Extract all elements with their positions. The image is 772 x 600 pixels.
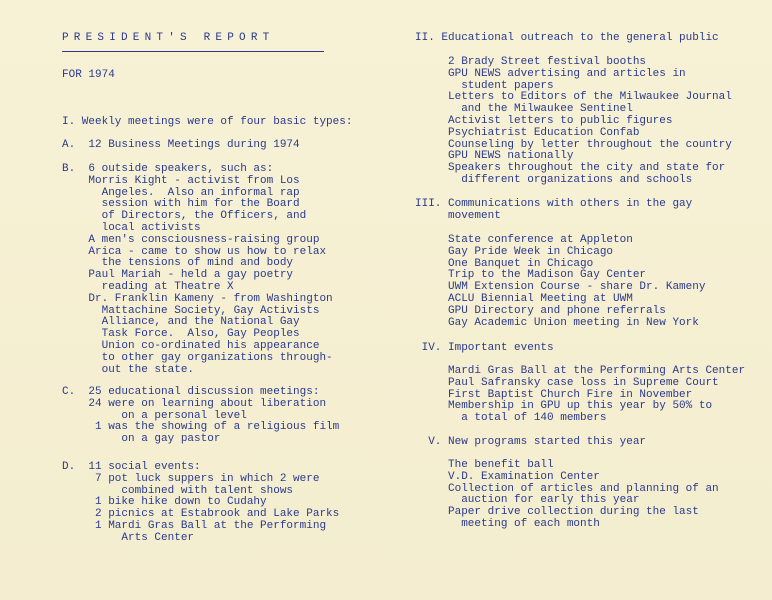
text-line: Dr. Franklin Kameny - from Washington: [62, 292, 333, 305]
text-line: of Directors, the Officers, and: [62, 210, 307, 223]
text-line: GPU NEWS advertising and articles in: [415, 67, 686, 80]
text-line: 1 was the showing of a religious film: [62, 421, 340, 434]
text-line: 24 were on learning about liberation: [62, 397, 327, 410]
text-line: Morris Kight - activist from Los: [62, 174, 300, 187]
text-line: Paul Safransky case loss in Supreme Court: [415, 376, 719, 389]
text-line: The benefit ball: [415, 459, 554, 471]
text-line: UWM Extension Course - share Dr. Kameny: [415, 281, 706, 294]
text-line: ACLU Biennial Meeting at UWM: [415, 293, 633, 305]
text-line: First Baptist Church Fire in November: [415, 388, 693, 401]
text-line: Gay Academic Union meeting in New York: [415, 316, 699, 329]
text-line: III. Communications with others in the gay: [415, 198, 693, 210]
text-line: and the Milwaukee Sentinel: [415, 103, 633, 116]
text-line: student papers: [415, 79, 554, 92]
section-4-heading: IV. Important events: [415, 342, 554, 354]
text-line: Arica - came to show us how to relax: [62, 245, 327, 258]
text-line: meeting of each month: [415, 518, 600, 530]
text-line: C. 25 educational discussion meetings:: [62, 386, 320, 398]
text-line: B. 6 outside speakers, such as:: [62, 163, 274, 175]
report-year: FOR 1974: [62, 69, 115, 81]
section-1-heading: I. Weekly meetings were of four basic types:: [62, 116, 353, 128]
text-line: Angeles. Also an informal rap: [62, 186, 300, 199]
text-line: A men's consciousness-raising group: [62, 233, 320, 246]
text-line: Arts Center: [62, 531, 195, 544]
text-line: 2 picnics at Estabrook and Lake Parks: [62, 508, 340, 521]
text-line: Alliance, and the National Gay: [62, 316, 300, 329]
text-line: State conference at Appleton: [415, 234, 633, 246]
report-title: PRESIDENT'S REPORT: [62, 32, 275, 44]
text-line: Psychiatrist Education Confab: [415, 126, 640, 139]
text-line: different organizations and schools: [415, 174, 693, 186]
text-line: combined with talent shows: [62, 484, 294, 497]
text-line: Trip to the Madison Gay Center: [415, 269, 647, 282]
text-line: Paul Mariah - held a gay poetry: [62, 269, 294, 282]
text-line: reading at Theatre X: [62, 281, 234, 293]
text-line: on a gay pastor: [62, 433, 221, 446]
text-line: Mattachine Society, Gay Activists: [62, 304, 320, 317]
title-underline: [62, 51, 324, 52]
text-line: Activist letters to public figures: [415, 115, 673, 127]
text-line: Counseling by letter throughout the country: [415, 138, 732, 151]
text-line: Speakers throughout the city and state for: [415, 162, 726, 175]
text-line: out the state.: [62, 363, 195, 376]
text-line: 1 bike hike down to Cudahy: [62, 496, 267, 509]
text-line: 7 pot luck suppers in which 2 were: [62, 472, 320, 485]
text-line: GPU NEWS nationally: [415, 150, 574, 163]
text-line: One Banquet in Chicago: [415, 257, 594, 270]
text-line: on a personal level: [62, 409, 247, 422]
text-line: Letters to Editors of the Milwaukee Journal: [415, 91, 732, 104]
section-5-heading: V. New programs started this year: [415, 436, 647, 448]
text-line: Membership in GPU up this year by 50% to: [415, 400, 713, 413]
text-line: Collection of articles and planning of an: [415, 482, 719, 495]
text-line: V.D. Examination Center: [415, 470, 600, 483]
text-line: auction for early this year: [415, 494, 640, 507]
text-line: Gay Pride Week in Chicago: [415, 245, 614, 258]
text-line: session with him for the Board: [62, 198, 300, 211]
text-line: Task Force. Also, Gay Peoples: [62, 328, 300, 341]
section-2-heading: II. Educational outreach to the general public: [415, 32, 719, 44]
text-line: 2 Brady Street festival booths: [415, 56, 647, 68]
text-line: to other gay organizations through-: [62, 351, 333, 364]
section-1-item-a: A. 12 Business Meetings during 1974: [62, 139, 300, 151]
text-line: the tensions of mind and body: [62, 257, 294, 270]
text-line: D. 11 social events:: [62, 461, 201, 473]
text-line: a total of 140 members: [415, 412, 607, 425]
text-line: local activists: [62, 222, 201, 234]
text-line: Mardi Gras Ball at the Performing Arts Center: [415, 365, 746, 377]
text-line: Union co-ordinated his appearance: [62, 340, 320, 352]
text-line: movement: [415, 209, 501, 222]
text-line: Paper drive collection during the last: [415, 506, 699, 519]
text-line: 1 Mardi Gras Ball at the Performing: [62, 520, 327, 532]
text-line: GPU Directory and phone referrals: [415, 304, 666, 317]
